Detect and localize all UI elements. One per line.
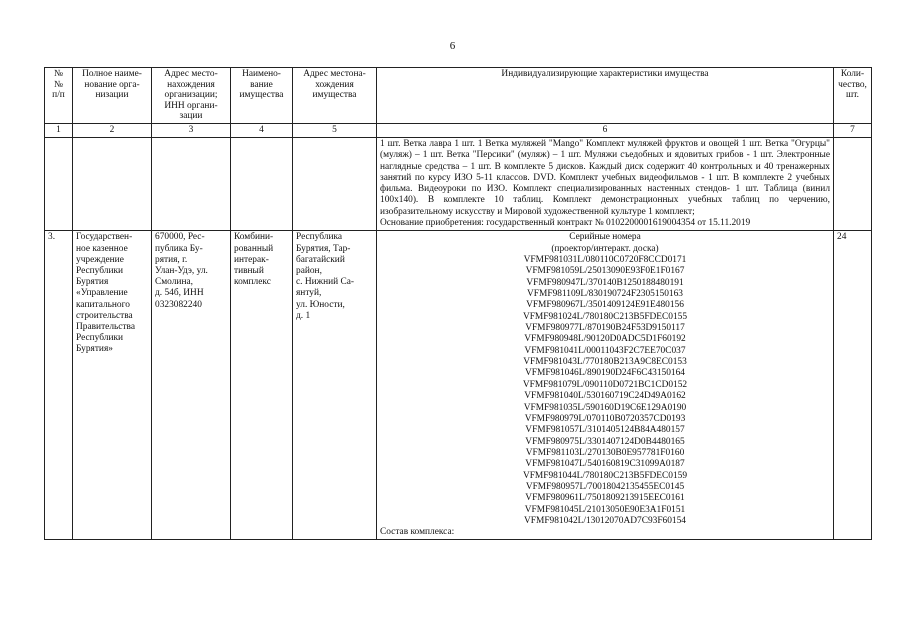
column-number: 6 [377,123,834,137]
serial-number: VFMF981043L/770180B213A9C8EC0153 [523,357,687,368]
serial-number: VFMF980957L/70018042135455EC0145 [525,481,685,492]
column-number: 4 [231,123,293,137]
header-property-name: Наимено- вание имущества [231,68,293,124]
serial-number: VFMF981103L/270130B0E957781F0160 [525,447,685,458]
composition-label: Состав комплекса: [380,527,455,538]
serial-number: VFMF980967L/3501409124E91E480156 [526,300,684,311]
property-address: Республика Бурятия, Тар- багатайский район, с. Нижний Са- янтуй, ул. Юности, д. 1 [293,231,377,540]
continuation-row [45,137,872,230]
continuation-description: 1 шт. Ветка лавра 1 шт. 1 Ветка муляжей "Mango" Комплект муляжей фруктов и овощей 1 шт. Ветка "Огурцы" (муляж) – 1 шт. Ветка "Персики" (муляж) – 1 шт. Муляжи съедобных и ядовитых грибов - 1 шт. Электронные наглядные средства – 1 шт. В комплекте 5 дисков. Каждый диск содержит 40 контрольных и 40 тренажерных занятий по курсу ИЗО 5-11 классов. DVD. Комплект учебных видеофильмов - 1 шт. В комплекте 2 учебных фильма. Видеоуроки по ИЗО. Комплект специализированных настенных стендов- 1 шт. Таблица (винил 100х140). В комплекте 10 таблиц. Комплект демонстрационных учебных таблиц по черчению, изобразительному искусству и Мировой художественной культуре 1 комплект; [380,138,830,217]
serial-number: VFMF980947L/370140B1250188480191 [526,277,684,288]
serial-number: VFMF981024L/780180C213B5FDEC0155 [522,311,688,322]
table-row [45,231,872,540]
serial-number: VFMF980961L/7501809213915EEC0161 [525,493,685,504]
serial-number: VFMF980948L/90120D0ADC5D1F60192 [524,334,686,345]
serial-number: VFMF981059L/25013090E93F0E1F0167 [525,266,685,277]
serial-number: VFMF981040L/530160719C24D49A0162 [524,391,686,402]
header-index: № № п/п [45,68,73,124]
serial-number-list [380,255,830,527]
header-row [45,68,872,124]
header-property-address: Адрес местона- хождения имущества [293,68,377,124]
characteristics-cell [377,231,834,540]
serial-number: VFMF980977L/870190B24F53D9150117 [525,323,685,334]
serial-number: VFMF981046L/890190D24F6C43150164 [525,368,685,379]
serial-number: VFMF981044L/780180C213B5FDEC0159 [522,470,688,481]
header-characteristics: Индивидуализирующие характеристики имущества [377,68,834,124]
header-organization: Полное наиме- нование орга- низации [73,68,152,124]
column-number-row [45,123,872,137]
column-number: 7 [834,123,872,137]
serial-number: VFMF981035L/590160D19C6E129A0190 [523,402,687,413]
column-number: 3 [152,123,231,137]
property-table [44,67,872,540]
quantity: 24 [834,231,872,540]
page-number: 6 [449,40,456,52]
property-name: Комбини- рованный интерак- тивный комплекс [231,231,293,540]
header-org-address: Адрес место- нахождения организации; ИНН органи- зации [152,68,231,124]
continuation-cell [377,137,834,230]
serial-number: VFMF980975L/3301407124D0B4480165 [525,436,685,447]
serial-number: VFMF981045L/21013050E90E3A1F0151 [524,504,686,515]
serials-subtitle: (проектор/интеракт. доска) [551,243,659,254]
header-quantity: Коли- чество, шт. [834,68,872,124]
serial-number: VFMF980979L/070110B0720357CD0193 [524,413,686,424]
organization-name: Государствен- ное казенное учреждение Республики Бурятия «Управление капитального строительства Правительства Республики Бурятия» [73,231,152,540]
column-number: 1 [45,123,73,137]
serial-number: VFMF981079L/090110D0721BC1CD0152 [522,379,688,390]
serial-number: VFMF981109L/830190724F2305150163 [527,289,683,300]
column-number: 2 [73,123,152,137]
serial-number: VFMF981057L/3101405124B84A480157 [525,425,685,436]
column-number: 5 [293,123,377,137]
row-index: 3. [45,231,73,540]
serial-number: VFMF981031L/080110C0720F8CCD0171 [523,255,687,266]
acquisition-basis: Основание приобретения: государственный контракт № 0102200001619004354 от 15.11.2019 [380,218,751,229]
serial-number: VFMF981042L/13012070AD7C93F60154 [524,515,686,526]
organization-address: 670000, Рес- публика Бу- рятия, г. Улан-Удэ, ул. Смолина, д. 54б, ИНН 0323082240 [152,231,231,540]
serials-title: Серийные номера [569,232,641,243]
serial-number: VFMF981047L/540160819C31099A0187 [525,459,685,470]
serial-number: VFMF981041L/00011043F2C7EE70C037 [524,345,686,356]
